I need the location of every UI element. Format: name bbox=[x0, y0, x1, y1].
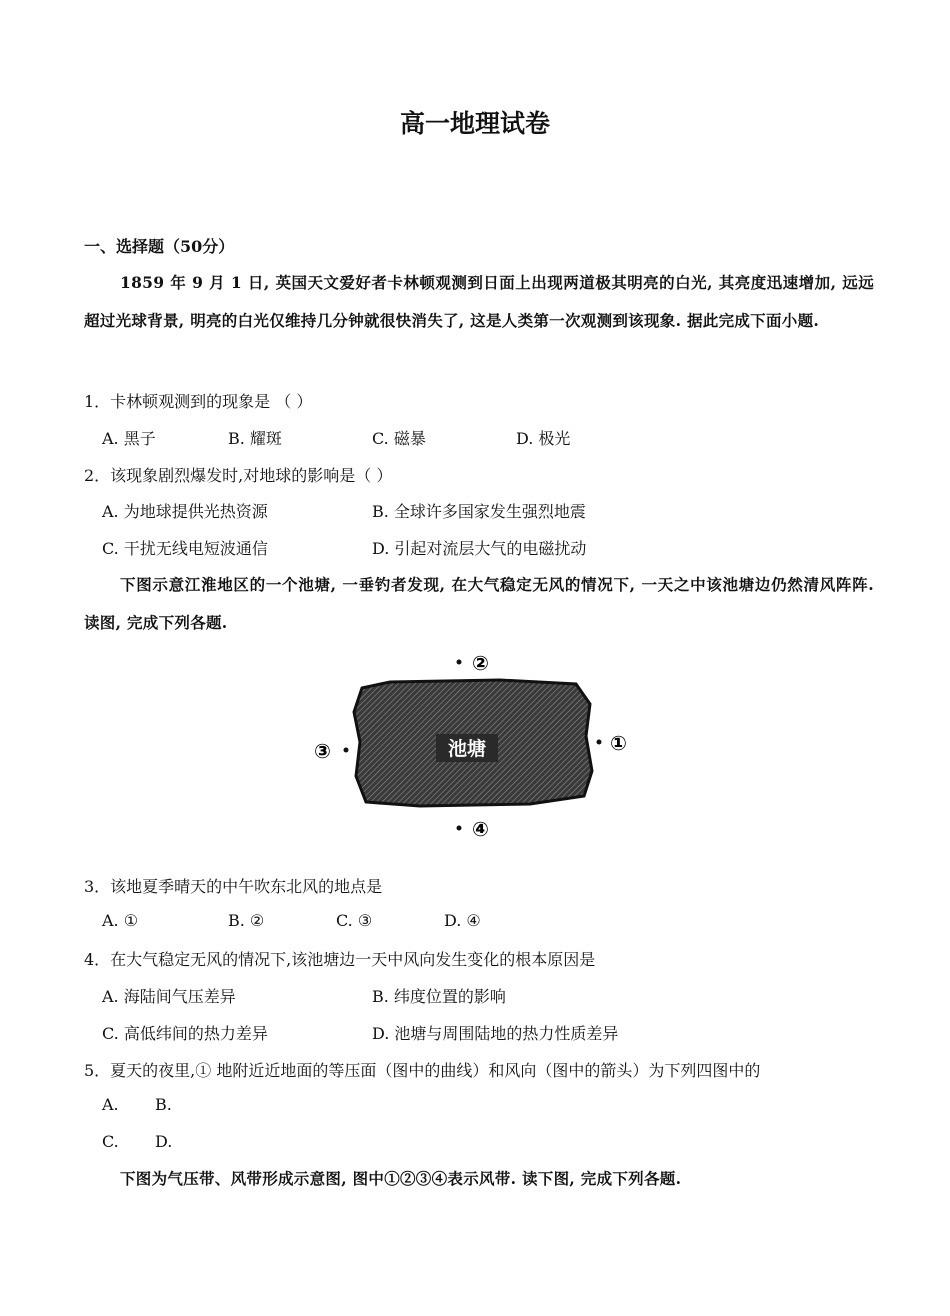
question-5-stem: 5．夏天的夜里,① 地附近近地面的等压面（图中的曲线）和风向（图中的箭头）为下列四图中的 bbox=[84, 1061, 761, 1080]
question-4-option-c: C. 高低纬间的热力差异 bbox=[102, 1024, 268, 1043]
question-3-option-d: D. ④ bbox=[444, 911, 481, 930]
question-4-option-a: A. 海陆间气压差异 bbox=[102, 987, 236, 1006]
intro-paragraph-3: 下图为气压带、风带形成示意图, 图中①②③④表示风带. 读下图, 完成下列各题. bbox=[120, 1169, 682, 1188]
question-5-option-a: A. bbox=[102, 1095, 119, 1114]
question-4-stem: 4．在大气稳定无风的情况下,该池塘边一天中风向发生变化的根本原因是 bbox=[84, 950, 596, 969]
question-1-option-a: A. 黑子 bbox=[102, 429, 156, 448]
question-1-option-b: B. 耀斑 bbox=[228, 429, 282, 448]
question-1-option-d: D. 极光 bbox=[516, 429, 571, 448]
question-2-option-b: B. 全球许多国家发生强烈地震 bbox=[372, 502, 586, 521]
question-5-option-d: D. bbox=[155, 1132, 173, 1151]
page-title: 高一地理试卷 bbox=[399, 109, 550, 138]
intro-paragraph-1: 1859 年 9 月 1 日, 英国天文爱好者卡林顿观测到日面上出现两道极其明亮的白光, 其亮度迅速增加, 远远超过光球背景, 明亮的白光仅维持几分钟就很快消失了, 这是人类第一次观测到该现象. 据此完成下面小题. bbox=[84, 273, 874, 330]
question-3-stem: 3．该地夏季晴天的中午吹东北风的地点是 bbox=[84, 877, 383, 896]
question-2-stem: 2．该现象剧烈爆发时,对地球的影响是（ ） bbox=[84, 466, 393, 485]
point-3-dot bbox=[344, 748, 349, 753]
question-3-option-a: A. ① bbox=[102, 911, 139, 930]
point-1-dot bbox=[597, 740, 602, 745]
point-4-dot bbox=[457, 826, 462, 831]
question-5-option-b: B. bbox=[155, 1095, 172, 1114]
point-4-label: ④ bbox=[472, 817, 489, 841]
question-2-option-c: C. 干扰无线电短波通信 bbox=[102, 539, 268, 558]
point-2-label: ② bbox=[472, 651, 489, 675]
intro-paragraph-2: 下图示意江淮地区的一个池塘, 一垂钓者发现, 在大气稳定无风的情况下, 一天之中该池塘边仍然清风阵阵. 读图, 完成下列各题. bbox=[84, 575, 874, 632]
question-1-option-c: C. 磁暴 bbox=[372, 429, 426, 448]
question-2-option-a: A. 为地球提供光热资源 bbox=[102, 502, 268, 521]
point-3-label: ③ bbox=[314, 739, 331, 763]
question-3-option-b: B. ② bbox=[228, 911, 265, 930]
pond-figure bbox=[300, 646, 650, 842]
point-1-label: ① bbox=[610, 731, 627, 755]
section-heading: 一、选择题（50分） bbox=[84, 237, 235, 256]
question-2-option-d: D. 引起对流层大气的电磁扰动 bbox=[372, 539, 587, 558]
pond-label: 池塘 bbox=[447, 738, 487, 760]
question-4-option-d: D. 池塘与周围陆地的热力性质差异 bbox=[372, 1024, 619, 1043]
question-5-option-c: C. bbox=[102, 1132, 119, 1151]
point-2-dot bbox=[457, 660, 462, 665]
question-3-option-c: C. ③ bbox=[336, 911, 373, 930]
question-4-option-b: B. 纬度位置的影响 bbox=[372, 987, 506, 1006]
question-1-stem: 1．卡林顿观测到的现象是 （ ） bbox=[84, 392, 313, 411]
